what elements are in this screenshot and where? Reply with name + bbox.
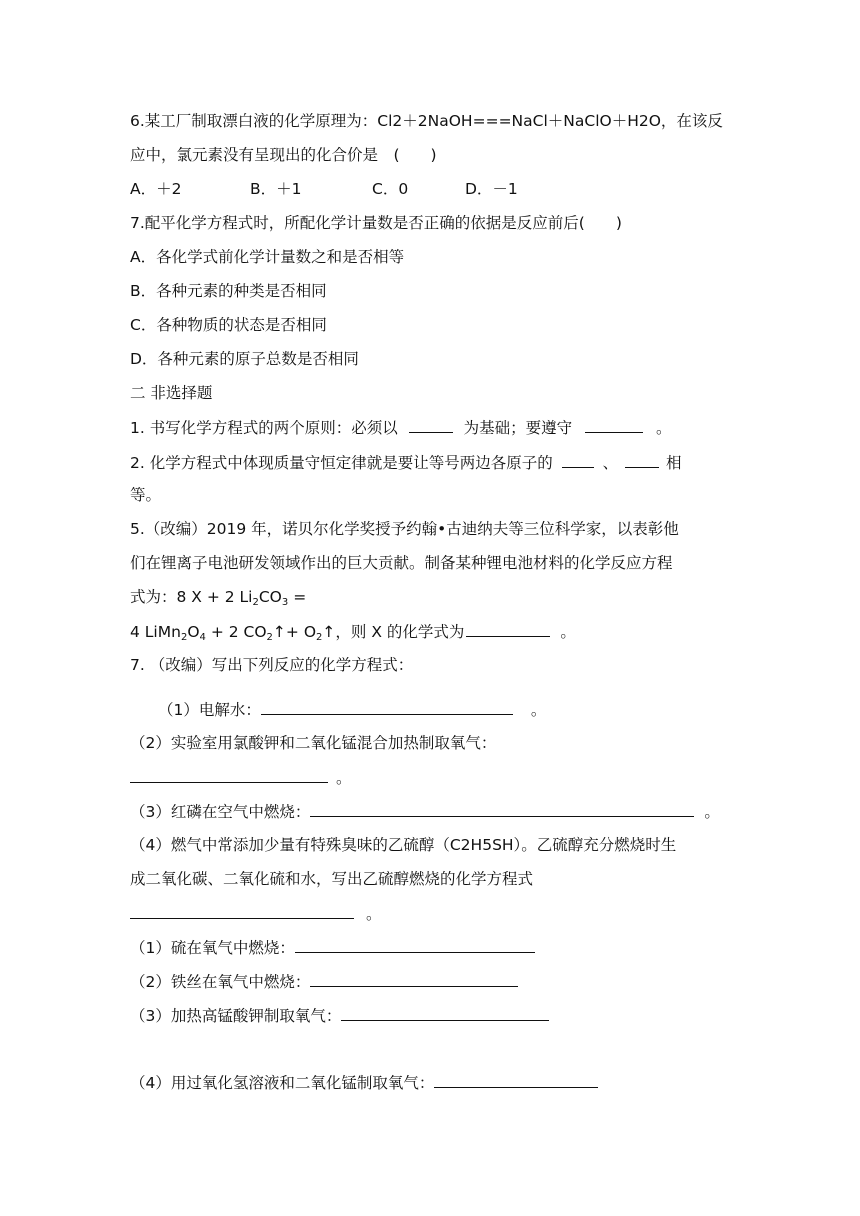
q6-option-a: A．＋2 <box>130 180 182 198</box>
fill-7-item-1 <box>158 698 546 721</box>
fill-5-line3 <box>130 586 306 608</box>
q6-option-c: C．0 <box>372 180 409 198</box>
subscript: 2 <box>252 597 259 608</box>
q6-option-d: D．－1 <box>465 180 518 198</box>
period: 。 <box>704 803 720 821</box>
fill-7-item-3-blank[interactable] <box>310 800 694 817</box>
fill-1-blank-2[interactable] <box>585 416 643 433</box>
period: 。 <box>336 769 352 787</box>
fill-7-item-2: （2）实验室用氯酸钾和二氧化锰混合加热制取氧气： <box>130 734 497 752</box>
fill-5-eq-part: ↑，则 X 的化学式为 <box>322 623 465 641</box>
fill-7-item-3 <box>130 800 720 823</box>
fill-2-blank-1[interactable] <box>562 451 594 468</box>
q6-option-b: B．＋1 <box>250 180 302 198</box>
q7-option-c: C．各种物质的状态是否相同 <box>130 316 327 334</box>
subscript: 2 <box>316 632 323 643</box>
fill-7-item-4-blank[interactable] <box>130 902 354 919</box>
period: 。 <box>530 701 547 719</box>
fill-5-line4 <box>130 620 576 643</box>
fill-5-line1: 5.（改编）2019 年，诺贝尔化学奖授予约翰•古迪纳夫等三位科学家，以表彰他 <box>130 520 679 538</box>
fill-7-item-4-answer <box>130 902 382 925</box>
subscript: 3 <box>281 597 289 608</box>
fill-5-eq-part: 式为：8 X + 2 Li <box>130 588 253 606</box>
fill-8-item-3-blank[interactable] <box>341 1004 549 1021</box>
fill-2-text-b: 、 <box>602 454 619 472</box>
fill-5-eq-part: CO <box>258 588 282 606</box>
fill-7-item-2-answer <box>130 766 352 789</box>
fill-8-item-4 <box>130 1071 598 1094</box>
fill-8-item-2-blank[interactable] <box>310 970 518 987</box>
fill-5-eq-part: 4 LiMn <box>130 623 181 641</box>
fill-8-item-1 <box>130 936 535 959</box>
fill-1-blank-1[interactable] <box>409 416 453 433</box>
q7-option-b: B．各种元素的种类是否相同 <box>130 282 327 300</box>
fill-7-item-4-line2: 成二氧化碳、二氧化硫和水，写出乙硫醇燃烧的化学方程式 <box>130 870 534 888</box>
q7-option-d: D．各种元素的原子总数是否相同 <box>130 350 359 368</box>
fill-8-item-4-blank[interactable] <box>434 1071 598 1088</box>
fill-8-item-3 <box>130 1004 549 1027</box>
fill-2 <box>130 451 682 474</box>
fill-2-text-a: 2. 化学方程式中体现质量守恒定律就是要让等号两边各原子的 <box>130 454 553 472</box>
q6-line1: 6.某工厂制取漂白液的化学原理为：Cl2＋2NaOH===NaCl＋NaClO＋H2O，在该反 <box>130 112 723 130</box>
fill-8-item-2 <box>130 970 518 993</box>
fill-2-blank-2[interactable] <box>625 451 659 468</box>
q7-option-a: A．各化学式前化学计量数之和是否相等 <box>130 248 405 266</box>
q7-stem: 7.配平化学方程式时，所配化学计量数是否正确的依据是反应前后( ) <box>130 214 622 232</box>
fill-2-cont: 等。 <box>130 486 162 504</box>
fill-8-item-3-label: （3）加热高锰酸钾制取氧气： <box>130 1007 342 1025</box>
fill-5-eq-part: = <box>288 588 307 606</box>
fill-2-text-c: 相 <box>665 454 682 472</box>
fill-8-item-2-label: （2）铁丝在氧气中燃烧： <box>130 973 311 991</box>
section-title: 二 非选择题 <box>130 384 213 402</box>
fill-5-line2: 们在锂离子电池研发领域作出的巨大贡献。制备某种锂电池材料的化学反应方程 <box>130 554 673 572</box>
q6-line2: 应中，氯元素没有呈现出的化合价是 ( ) <box>130 146 437 164</box>
fill-8-item-1-blank[interactable] <box>295 936 535 953</box>
fill-1-text-b: 为基础；要遵守 <box>463 419 573 437</box>
subscript: 2 <box>180 632 188 643</box>
fill-7-item-2-blank[interactable] <box>130 766 328 783</box>
fill-5-eq-part: ↑+ O <box>272 623 317 641</box>
fill-7-stem: 7. （改编）写出下列反应的化学方程式： <box>130 656 414 674</box>
fill-7-item-1-blank[interactable] <box>261 698 513 715</box>
subscript: 4 <box>199 632 206 643</box>
subscript: 2 <box>266 632 273 643</box>
fill-7-item-1-label: （1）电解水： <box>158 701 261 719</box>
fill-7-item-4-line1: （4）燃气中常添加少量有特殊臭味的乙硫醇（C2H5SH）。乙硫醇充分燃烧时生 <box>130 836 677 854</box>
fill-5-blank[interactable] <box>466 620 550 637</box>
fill-1 <box>130 416 672 439</box>
period: 。 <box>366 905 382 923</box>
fill-1-text-a: 1. 书写化学方程式的两个原则：必须以 <box>130 419 398 437</box>
fill-5-eq-part: 。 <box>560 623 576 641</box>
fill-7-item-3-label: （3）红磷在空气中燃烧： <box>130 803 311 821</box>
fill-5-eq-part: O <box>187 623 200 641</box>
fill-5-eq-part: + 2 CO <box>205 623 267 641</box>
fill-8-item-4-label: （4）用过氧化氢溶液和二氧化锰制取氧气： <box>130 1074 435 1092</box>
fill-8-item-1-label: （1）硫在氧气中燃烧： <box>130 939 295 957</box>
fill-1-text-c: 。 <box>655 419 672 437</box>
